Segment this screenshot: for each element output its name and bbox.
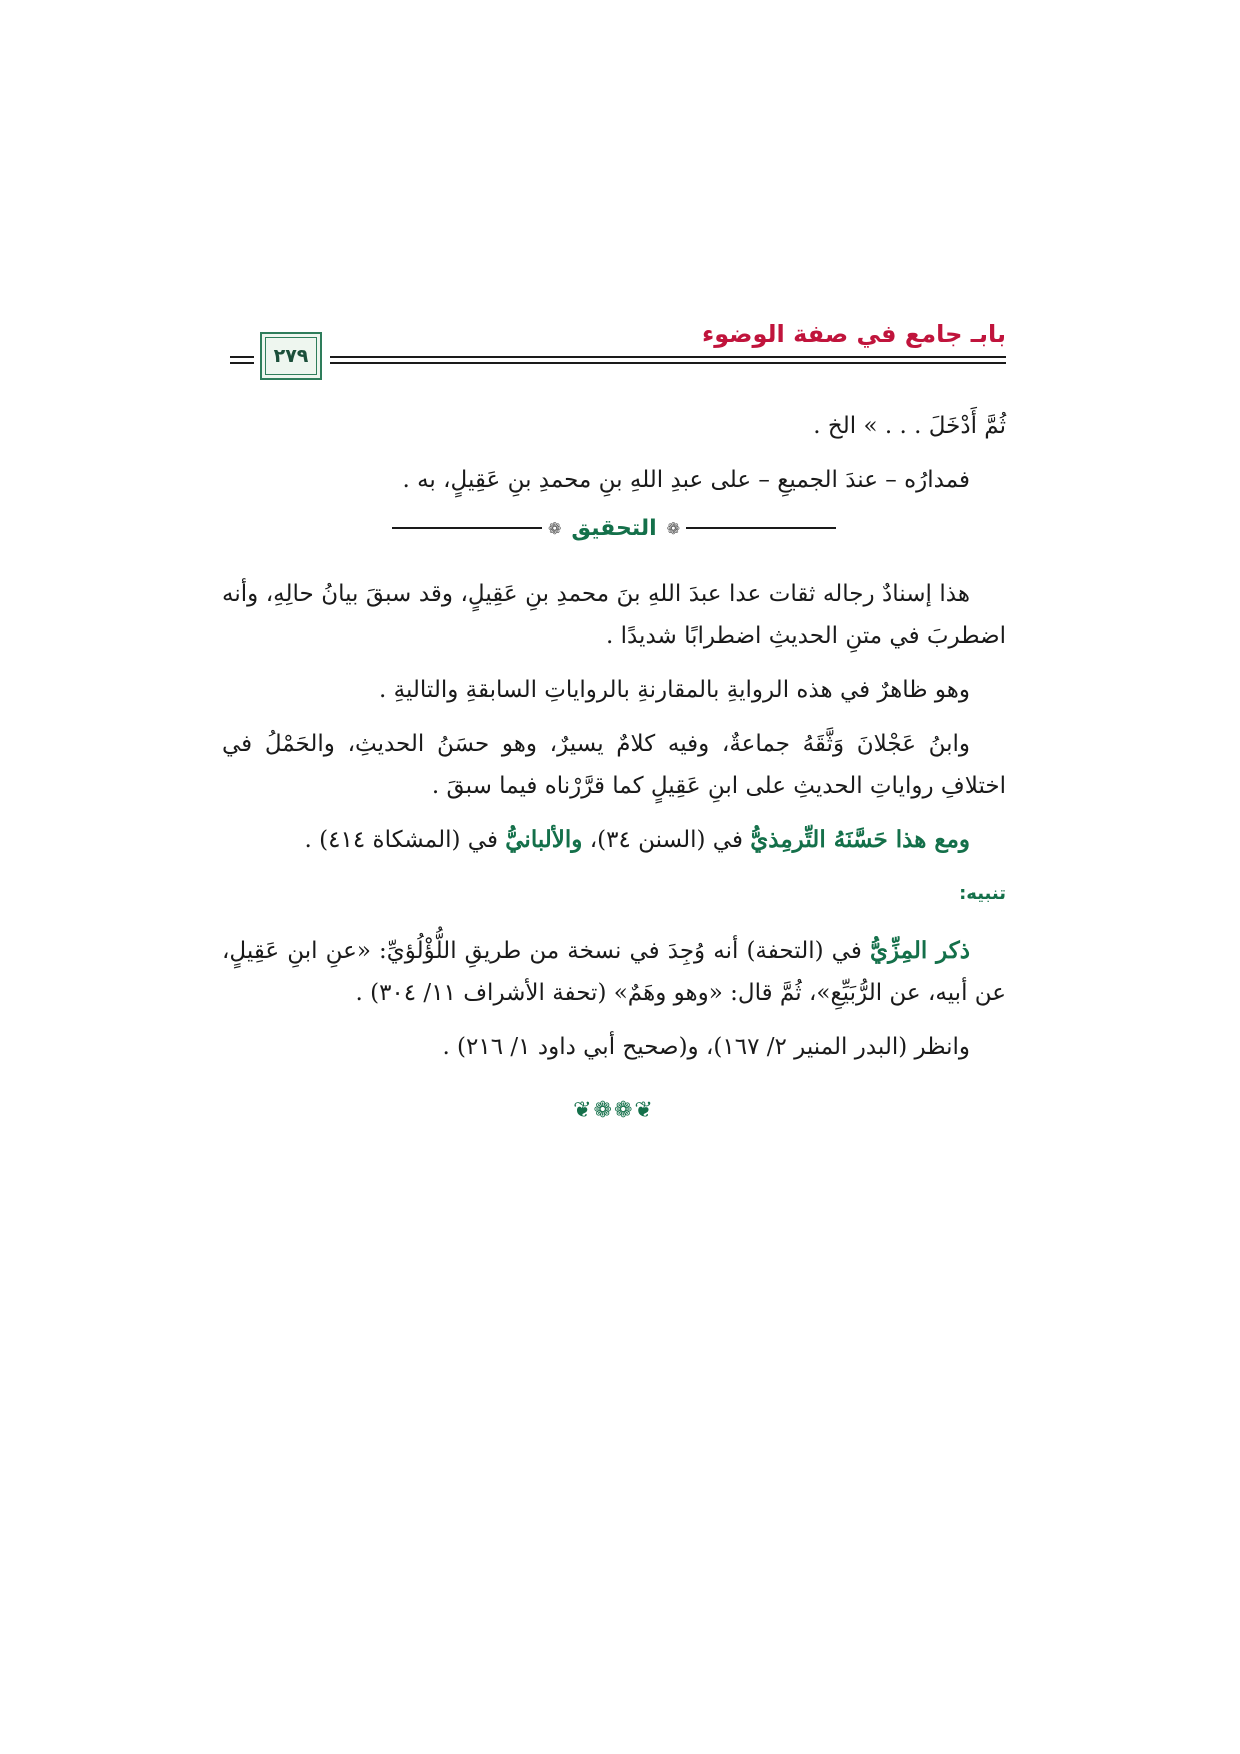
paragraph-text: في (السنن ٣٤)، [582,827,751,853]
paragraph: وانظر (البدر المنير ٢/ ١٦٧)، و(صحيح أبي داود ١/ ٢١٦) . [442,1034,970,1060]
text-line: ثُمَّ أَدْخَلَ . . . » الخ . [813,413,1006,439]
paragraph-text: في (المشكاة ٤١٤) . [304,827,506,853]
divider-line [392,527,542,529]
chapter-title: بابـ جامع في صفة الوضوء [701,320,1006,348]
header-rule [330,356,1006,358]
note-heading: تنبيه: [959,883,1006,904]
paragraph: هذا إسنادٌ رجاله ثقات عدا عبدَ اللهِ بنَ محمدِ بنِ عَقِيلٍ، وقد سبقَ بيانُ حالِهِ، وأنه اضطربَ في متنِ الحديثِ اضطرابًا شديدًا . [222,581,1006,649]
paragraph: وهو ظاهرٌ في هذه الروايةِ بالمقارنةِ بالرواياتِ السابقةِ والتاليةِ . [379,677,970,703]
text-line: فمدارُه – عندَ الجميعِ – على عبدِ اللهِ بنِ محمدِ بنِ عَقِيلٍ، به . [402,467,970,493]
highlight-text: ذكر المِزِّيُّ [869,937,971,964]
paragraph [222,930,1006,1014]
end-ornament-icon: ❦❁❁❦ [573,1098,655,1123]
header-rule [230,362,254,364]
ornament-icon: ❁ [666,518,681,538]
header-rule [230,356,254,358]
page-body [222,405,1006,1123]
page-number: ٢٧٩ [273,345,309,367]
paragraph [222,819,1006,861]
header-rule [330,362,1006,364]
divider-line [686,527,836,529]
paragraph: وابنُ عَجْلانَ وَثَّقَهُ جماعةٌ، وفيه كلامٌ يسيرٌ، وهو حسَنُ الحديثِ، والحَمْلُ في اختلافِ رواياتِ الحديثِ على ابنِ عَقِيلٍ كما قرَّرْناه فيما سبقَ . [222,731,1006,799]
highlight-text: ومع هذا حَسَّنَهُ التِّرمِذيُّ [750,826,970,853]
page-number-badge [260,332,322,380]
highlight-text: والألبانيُّ [505,826,583,853]
section-title: التحقيق [571,515,657,541]
page-header [230,320,1006,380]
paragraph-text: في (التحفة) أنه وُجِدَ في نسخة من طريقِ اللُّؤْلُؤيِّ: «عنِ ابنِ عَقِيلٍ، عن أبيه، عن الرُّبَيِّعِ»، ثُمَّ قال: «وهو وهَمٌ» (تحفة الأشراف ١١/ ٣٠٤) . [222,938,1006,1006]
section-divider [222,513,1006,543]
ornament-icon: ❁ [547,518,562,538]
